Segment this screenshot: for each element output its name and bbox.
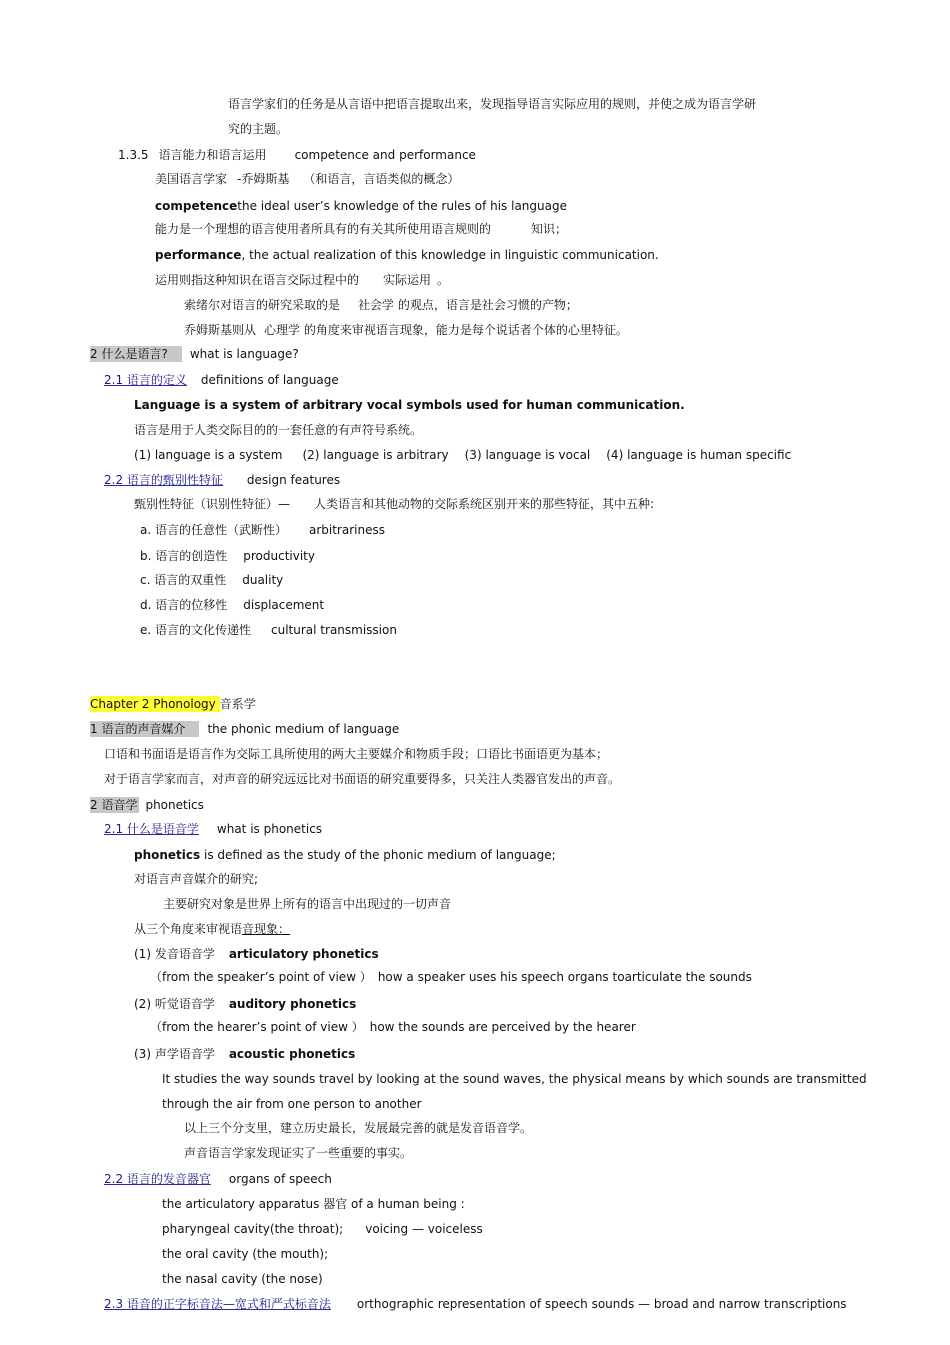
section-title-cn: 2 语音学 [90,798,138,812]
feature-cn: e. 语言的文化传递性 [140,623,252,637]
section-heading-2-1 [104,372,339,388]
term-performance: performance [155,248,242,262]
competence-cn [155,221,567,237]
definition: is defined as the study of the phonic medium of language; [200,848,556,862]
section-number: 1.3.5 [118,148,149,162]
definition: the ideal user’s knowledge of the rules of his language [237,199,567,213]
text: 知识； [531,222,568,236]
feature-en: displacement [243,598,325,612]
branch-en: acoustic phonetics [228,1047,356,1061]
text: 能力是一个理想的语言使用者所具有的有关其所使用语言规则的 [155,222,492,236]
property: (4) language is human specific [606,448,792,462]
section-link[interactable]: 2.2 语言的甄别性特征 [104,473,223,487]
feature-cn: c. 语言的双重性 [140,573,227,587]
paragraph-line: the articulatory apparatus 器官 of a human being : [162,1197,465,1211]
branch-en: auditory phonetics [228,997,357,1011]
section-title-en: definitions of language [200,373,339,387]
paragraph-line: 口语和书面语是语言作为交际工具所使用的两大主要媒介和物质手段；口语比书面语更为基本； [104,747,609,761]
paragraph-line: It studies the way sounds travel by looking at the sound waves, the physical means by which sounds are transmitted [162,1072,867,1086]
text: 。 [437,273,450,287]
feature-en: productivity [243,549,315,563]
phonetics-definition [134,847,556,863]
feature-en: arbitrariness [308,523,385,537]
paragraph-line: 对语言声音媒介的研究; [134,872,259,886]
section-title-en: orthographic representation of speech sounds — broad and narrow transcriptions [356,1297,847,1311]
text: how a speaker uses his speech organs to [377,970,625,984]
feature-item [140,572,283,588]
paragraph-line: 主要研究对象是世界上所有的语言中出现过的一切声音 [163,897,452,911]
text: voicing — voiceless [365,1222,483,1236]
text: 人类语言和其他动物的交际系统区别开来的那些特征，其中五种: [314,497,655,511]
section-heading-c2-3 [104,1296,847,1312]
feature-cn: d. 语言的位移性 [140,598,228,612]
paragraph-line: 究的主题。 [228,122,289,136]
language-definition-en: Language is a system of arbitrary vocal symbols used for human communication. [134,398,685,412]
branch-cn: (3) 声学语音学 [134,1047,215,1061]
section-link[interactable]: 2.1 什么是语音学 [104,822,199,836]
definition: , the actual realization of this knowledge in linguistic communication. [241,248,659,262]
section-title-en: competence and performance [294,148,476,162]
text: （from the speaker’s point of view ） [150,970,372,984]
section-link[interactable]: 2.2 语言的发音器官 [104,1172,211,1186]
section-heading-c2-2 [98,1171,332,1187]
section-title-en: what is language? [189,347,299,361]
text: 乔姆斯基则从 [184,323,257,337]
chapter-heading [90,696,256,712]
chapter-title-cn: 音系学 [219,697,256,711]
text: 社会学 的观点，语言是社会习惯的产物； [358,298,578,312]
text: -乔姆斯基 [237,172,290,186]
text: 音现象： [242,922,291,936]
section-title-cn: 2 什么是语言? [90,346,182,362]
paragraph-line: 语言学家们的任务是从言语中把语言提取出来，发现指导语言实际应用的规则，并使之成为语言学研 [228,97,757,111]
paragraph-line: 对于语言学家而言，对声音的研究远远比对书面语的研究重要得多，只关注人类器官发出的声音。 [104,772,621,786]
text: 索绪尔对语言的研究采取的是 [184,298,341,312]
text: 运用则指这种知识在语言交际过程中的 [155,273,360,287]
branch-articulatory [134,946,379,962]
branch-cn: (1) 发音语音学 [134,947,215,961]
section-heading-1-3-5 [118,147,476,163]
text: 实际运用 [383,273,432,287]
paragraph-line: 以上三个分支里，建立历史最长，发展最完善的就是发音语音学。 [184,1121,533,1135]
section-title-en: design features [246,473,341,487]
feature-item [140,548,315,564]
branch-auditory [134,996,356,1012]
feature-item [140,597,324,613]
performance-definition [155,247,659,263]
chapter-title-en: Chapter 2 Phonology [90,696,220,712]
section-heading-c2 [90,797,204,813]
text: （from the hearer’s point of view ） [150,1020,364,1034]
text: （和语言，言语类似的概念） [303,172,460,186]
saussure-line [184,297,578,313]
property: (1) language is a system [134,448,283,462]
branch-cn: (2) 听觉语音学 [134,997,215,1011]
text: 甄别性特征（识别性特征）— [134,497,291,511]
feature-en: cultural transmission [271,623,397,637]
paragraph-line: the nasal cavity (the nose) [162,1272,323,1286]
feature-cn: a. 语言的任意性（武断性） [140,523,287,537]
branch-acoustic [134,1046,355,1062]
section-link[interactable]: 2.1 语言的定义 [104,373,187,387]
branch-articulatory-desc [150,969,752,985]
section-heading-c2-1 [104,821,322,837]
organ-line [162,1221,483,1237]
section-title-cn: 1 语言的声音媒介 [90,721,199,737]
language-properties [134,447,791,463]
branch-auditory-desc [150,1019,636,1035]
section-heading-c1 [90,721,399,737]
feature-cn: b. 语言的创造性 [140,549,228,563]
section-heading-2-2 [104,472,340,488]
section-heading-2 [90,346,299,362]
paragraph-line: the oral cavity (the mouth); [162,1247,329,1261]
language-definition-cn: 语言是用于人类交际目的的一套任意的有声符号系统。 [134,423,423,437]
term-competence: competence [155,199,238,213]
text: articulate the sounds [624,970,752,984]
paragraph-line: through the air from one person to another [162,1097,422,1111]
feature-en: duality [242,573,284,587]
section-title-en: phonetics [145,798,204,812]
text: 美国语言学家 [155,172,228,186]
chomsky-psych-line [184,322,628,338]
section-title-cn: 语言能力和语言运用 [158,148,267,162]
text: 从三个角度来审视语 [134,922,243,936]
property: (2) language is arbitrary [302,448,449,462]
term-phonetics: phonetics [134,848,201,862]
section-title-en: organs of speech [228,1172,332,1186]
performance-cn [155,272,449,288]
text: 心理学 的角度来审视语言现象，能力是每个说话者个体的心里特征。 [264,323,628,337]
chomsky-line [155,171,459,187]
property: (3) language is vocal [464,448,591,462]
feature-item [140,622,397,638]
paragraph-line: 声音语言学家发现证实了一些重要的事实。 [184,1146,413,1160]
text: how the sounds are perceived by the hearer [369,1020,636,1034]
angles-line [134,921,300,937]
section-link[interactable]: 2.3 语音的正字标音法—宽式和严式标音法 [104,1297,331,1311]
section-title-en: what is phonetics [216,822,323,836]
section-title-en: the phonic medium of language [207,722,400,736]
text: pharyngeal cavity(the throat); [162,1222,344,1236]
feature-item [140,522,385,538]
branch-en: articulatory phonetics [228,947,379,961]
competence-definition [155,198,567,214]
design-features-intro [134,496,654,512]
